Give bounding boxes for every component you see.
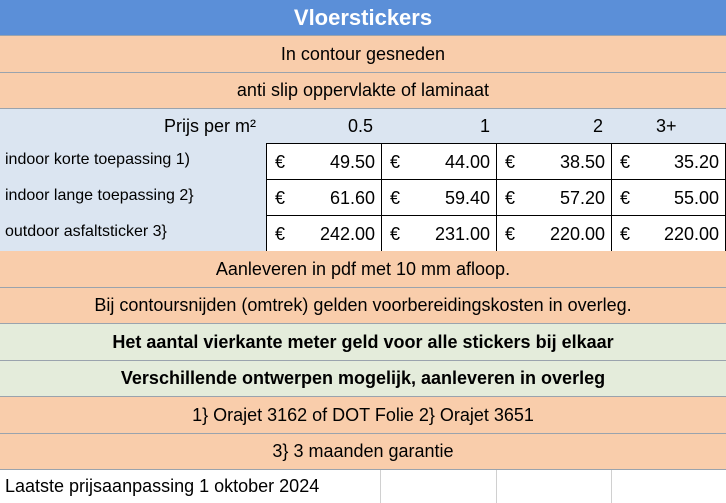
- price-cell: € 55.00: [612, 180, 726, 216]
- price-per-m2-label: Prijs per m²: [164, 116, 257, 136]
- column-header-1: 1: [480, 116, 491, 136]
- price-cell: € 59.40: [382, 180, 497, 216]
- row-label-indoor-long: indoor lange toepassing 2}: [5, 187, 194, 204]
- price-cell: € 220.00: [612, 216, 726, 252]
- cell-divider: [611, 470, 612, 503]
- price-grid: [266, 143, 726, 251]
- price-table: [0, 109, 726, 251]
- footnote-1: 1} Orajet 3162 of DOT Folie 2} Orajet 3651: [0, 397, 726, 434]
- price-cell: € 49.50: [267, 144, 382, 180]
- delivery-note-2: Bij contoursnijden (omtrek) gelden voorbereidingskosten in overleg.: [0, 288, 726, 324]
- price-cell: € 57.20: [497, 180, 612, 216]
- price-cell: € 220.00: [497, 216, 612, 252]
- price-cell: € 242.00: [267, 216, 382, 252]
- price-cell: € 61.60: [267, 180, 382, 216]
- footnote-2: 3} 3 maanden garantie: [0, 434, 726, 470]
- row-label-outdoor: outdoor asfaltsticker 3}: [5, 223, 167, 240]
- last-update-row: [0, 470, 726, 503]
- sheet-title: Vloerstickers: [0, 0, 726, 36]
- bold-note-1: Het aantal vierkante meter geld voor alle stickers bij elkaar: [0, 324, 726, 361]
- price-cell: € 38.50: [497, 144, 612, 180]
- column-header-2: 2: [593, 116, 604, 136]
- price-cell: € 231.00: [382, 216, 497, 252]
- intro-line-1: In contour gesneden: [0, 36, 726, 73]
- last-update-text: Laatste prijsaanpassing 1 oktober 2024: [5, 476, 320, 496]
- price-cell: € 44.00: [382, 144, 497, 180]
- row-label-indoor-short: indoor korte toepassing 1): [5, 151, 190, 168]
- cell-divider: [496, 470, 497, 503]
- price-table-header: [0, 109, 726, 143]
- cell-divider: [380, 470, 381, 503]
- intro-line-2: anti slip oppervlakte of laminaat: [0, 73, 726, 109]
- price-cell: € 35.20: [612, 144, 726, 180]
- delivery-note-1: Aanleveren in pdf met 10 mm afloop.: [0, 251, 726, 288]
- bold-note-2: Verschillende ontwerpen mogelijk, aanleveren in overleg: [0, 361, 726, 397]
- column-header-3plus: 3+: [656, 116, 677, 136]
- column-header-0-5: 0.5: [348, 116, 374, 136]
